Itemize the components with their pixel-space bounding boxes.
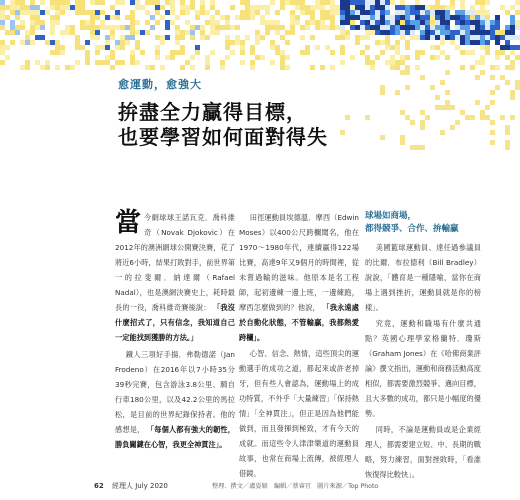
pull-quote-djokovic: 「我沒什麼招式了，只有信念，我知道自己一定能找到獲勝的方法。」: [115, 303, 235, 342]
article-title-line1: 拚盡全力贏得目標，: [118, 100, 307, 124]
page-number: 62: [94, 482, 104, 490]
drop-cap: 當: [115, 208, 142, 238]
paragraph-frodeno: 鐵人三項好手揚．弗勒德諾（Jan Frodeno）在2016年以7小時35分39秒完賽，包含游泳3.8公里、騎自行車180公里，以及42.2公里的馬拉松，是目前的世界紀錄保持者。他的感想是，: [115, 350, 235, 434]
intro-paragraph: 今網球球王諾瓦克．喬科維奇（Novak Djokovic）在2012年的澳洲網球公開賽決賽，花了將近6小時，結果打敗對手，前世界第一的拉斐爾．納達爾（Rafael Nadal），也是澳網決賽史上，耗時最長的一役，喬科維奇賽後說：: [115, 213, 235, 312]
subheading: [365, 210, 481, 236]
section-tag: 愈運動，愈強大: [118, 78, 202, 91]
subheading-line2: 都得競爭、合作、拚輸贏: [365, 224, 459, 234]
page-footer: [94, 481, 168, 491]
paragraph-success-traits: 心智、信念、熱情，這些頂尖的運動選手的成功之道，都起來或許老掉牙，但有些人會認為，運動場上的成功特質，不外乎「大量練習」「保持熱情」「全神貫注」，但正是因為他們能做到，而且發揮到極致，才有今天的成就。而這些令人津津樂道的運動員故事，也常在商場上流傳，被經理人借鏡。: [239, 349, 359, 478]
subheading-line1: 球場如商場，: [365, 211, 417, 221]
paragraph-strategy: 同時，不論是運動員或是企業經理人，都需要建立短、中、長期的戰略，努力練習，面對挫敗時，「看誰恢復得比較快」。: [365, 425, 481, 479]
pull-quote-moses: 「我永遠處於自動化狀態，不管輸贏，我都熱愛跨欄」。: [239, 303, 359, 342]
article-column-3: [365, 210, 481, 483]
credits-line: 整理．撰文／盧姿穎 編輯／蔡睿宜 圖片來源／Top Photo: [212, 483, 379, 490]
paragraph-jones: 究竟，運動和職場有什麼共通點？英國心理學家格蘭特．瓊斯（Graham Jones）在《哈佛商業評論》撰文指出，運動和商務活動高度相似，都需要激烈競爭、邁向目標，且大多數的成功，都只是小幅度的優勢。: [365, 319, 481, 418]
paragraph-bradley: 美國籃球運動員、達任過參議員的比爾．布拉德利（Bill Bradley）說說，「體育是一種隱喻，當你在商場上遇到挫折，運動員就是你的榜樣」。: [365, 243, 481, 312]
magazine-issue: 經理人 July 2020: [111, 482, 168, 490]
paragraph-moses: 田徑運動員埃德溫．摩西（Edwin Moses）以400公尺跨欄聞名，他在1970～1980年代，連續贏得122場比賽，高達9年又9個月的時間裡，從未嘗過輸的滋味。他原本是名工程師，起初邊練一邊上班，一邊練跑，摩西怎麼做到的？他說，: [239, 213, 359, 312]
article-title-line2: 也要學習如何面對得失: [118, 125, 328, 149]
pull-quote-frodeno: 「每個人都有強大的韌性，勝負關鍵在心智，我更全神貫注」。: [115, 425, 235, 449]
article-column-1: [115, 210, 235, 453]
article-column-2: [239, 210, 359, 482]
